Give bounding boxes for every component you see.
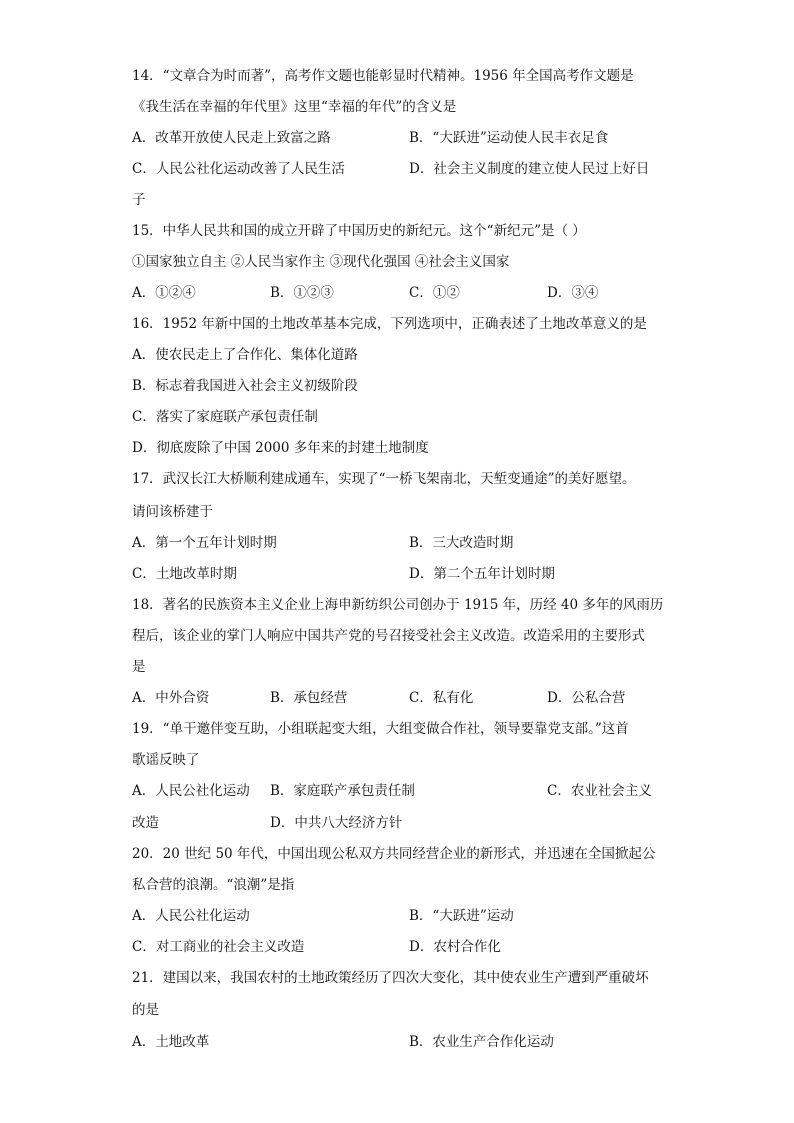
q19-option-b: B．家庭联产承包责任制 — [270, 783, 415, 799]
q14-option-c: C．人民公社化运动改善了人民生活 — [132, 161, 345, 177]
q19-option-c: C．农业社会主义 — [547, 783, 652, 799]
q15-stem-line1: 15．中华人民共和国的成立开辟了中国历史的新纪元。这个“新纪元”是（ ） — [132, 223, 586, 239]
q21-option-b: B．农业生产合作化运动 — [409, 1034, 554, 1050]
q15-stem-line2: ①国家独立自主 ②人民当家作主 ③现代化强国 ④社会主义国家 — [132, 254, 510, 270]
q16-option-c: C．落实了家庭联产承包责任制 — [132, 409, 318, 425]
q14-stem-line2: 《我生活在幸福的年代里》这里“幸福的年代”的含义是 — [132, 99, 457, 115]
q14-option-a: A．改革开放使人民走上致富之路 — [132, 130, 331, 146]
q20-stem-line2: 私合营的浪潮。“浪潮”是指 — [132, 877, 295, 893]
q17-option-a: A．第一个五年计划时期 — [132, 535, 277, 551]
q18-stem-line1: 18．著名的民族资本主义企业上海申新纺织公司创办于 1915 年，历经 40 多年的风雨历 — [132, 597, 664, 613]
q18-option-c: C．私有化 — [409, 690, 474, 706]
q20-option-b: B．“大跃进”运动 — [409, 908, 514, 924]
q17-option-b: B．三大改造时期 — [409, 535, 514, 551]
q21-stem-line1: 21．建国以来，我国农村的土地政策经历了四次大变化，其中使农业生产遭到严重破坏 — [132, 970, 649, 986]
q17-option-c: C．土地改革时期 — [132, 566, 237, 582]
q15-option-c: C．①② — [409, 285, 460, 301]
q19-option-d: D．中共八大经济方针 — [270, 815, 403, 831]
q19-stem-line2: 歌谣反映了 — [132, 752, 200, 768]
q14-stem-line1: 14．“文章合为时而著”，高考作文题也能彰显时代精神。1956 年全国高考作文题是 — [132, 68, 634, 84]
q14-option-b: B．“大跃进”运动使人民丰衣足食 — [409, 130, 609, 146]
q21-stem-line2: 的是 — [132, 1002, 159, 1018]
q20-option-c: C．对工商业的社会主义改造 — [132, 939, 305, 955]
q17-stem-line1: 17．武汉长江大桥顺利建成通车，实现了“一桥飞架南北，天堑变通途”的美好愿望。 — [132, 471, 636, 487]
q16-option-b: B．标志着我国进入社会主义初级阶段 — [132, 378, 358, 394]
q20-option-a: A．人民公社化运动 — [132, 908, 250, 924]
q19-option-c-cont: 改造 — [132, 815, 159, 831]
q18-stem-line2: 程后，该企业的掌门人响应中国共产党的号召接受社会主义改造。改造采用的主要形式 — [132, 628, 645, 644]
q14-option-d: D．社会主义制度的建立使人民过上好日 — [409, 161, 650, 177]
q15-option-d: D．③④ — [547, 285, 599, 301]
q20-stem-line1: 20．20 世纪 50 年代，中国出现公私双方共同经营企业的新形式，并迅速在全国掀起公 — [132, 846, 656, 862]
q18-option-d: D．公私合营 — [547, 690, 626, 706]
q19-option-a: A．人民公社化运动 — [132, 783, 250, 799]
q18-stem-line3: 是 — [132, 659, 146, 675]
q20-option-d: D．农村合作化 — [409, 939, 501, 955]
q16-option-a: A．使农民走上了合作化、集体化道路 — [132, 347, 358, 363]
q17-stem-line2: 请问该桥建于 — [132, 504, 213, 520]
q14-option-d-cont: 子 — [132, 192, 146, 208]
q18-option-b: B．承包经营 — [270, 690, 348, 706]
q17-option-d: D．第二个五年计划时期 — [409, 566, 555, 582]
q21-option-a: A．土地改革 — [132, 1034, 210, 1050]
q15-option-a: A．①②④ — [132, 285, 196, 301]
q16-stem-line1: 16．1952 年新中国的土地改革基本完成，下列选项中，正确表述了土地改革意义的是 — [132, 316, 647, 332]
q15-option-b: B．①②③ — [270, 285, 334, 301]
q16-option-d: D．彻底废除了中国 2000 多年来的封建土地制度 — [132, 440, 429, 456]
q18-option-a: A．中外合资 — [132, 690, 210, 706]
q19-stem-line1: 19．“单干邀伴变互助，小组联起变大组，大组变做合作社，领导要靠党支部。”这首 — [132, 721, 629, 737]
